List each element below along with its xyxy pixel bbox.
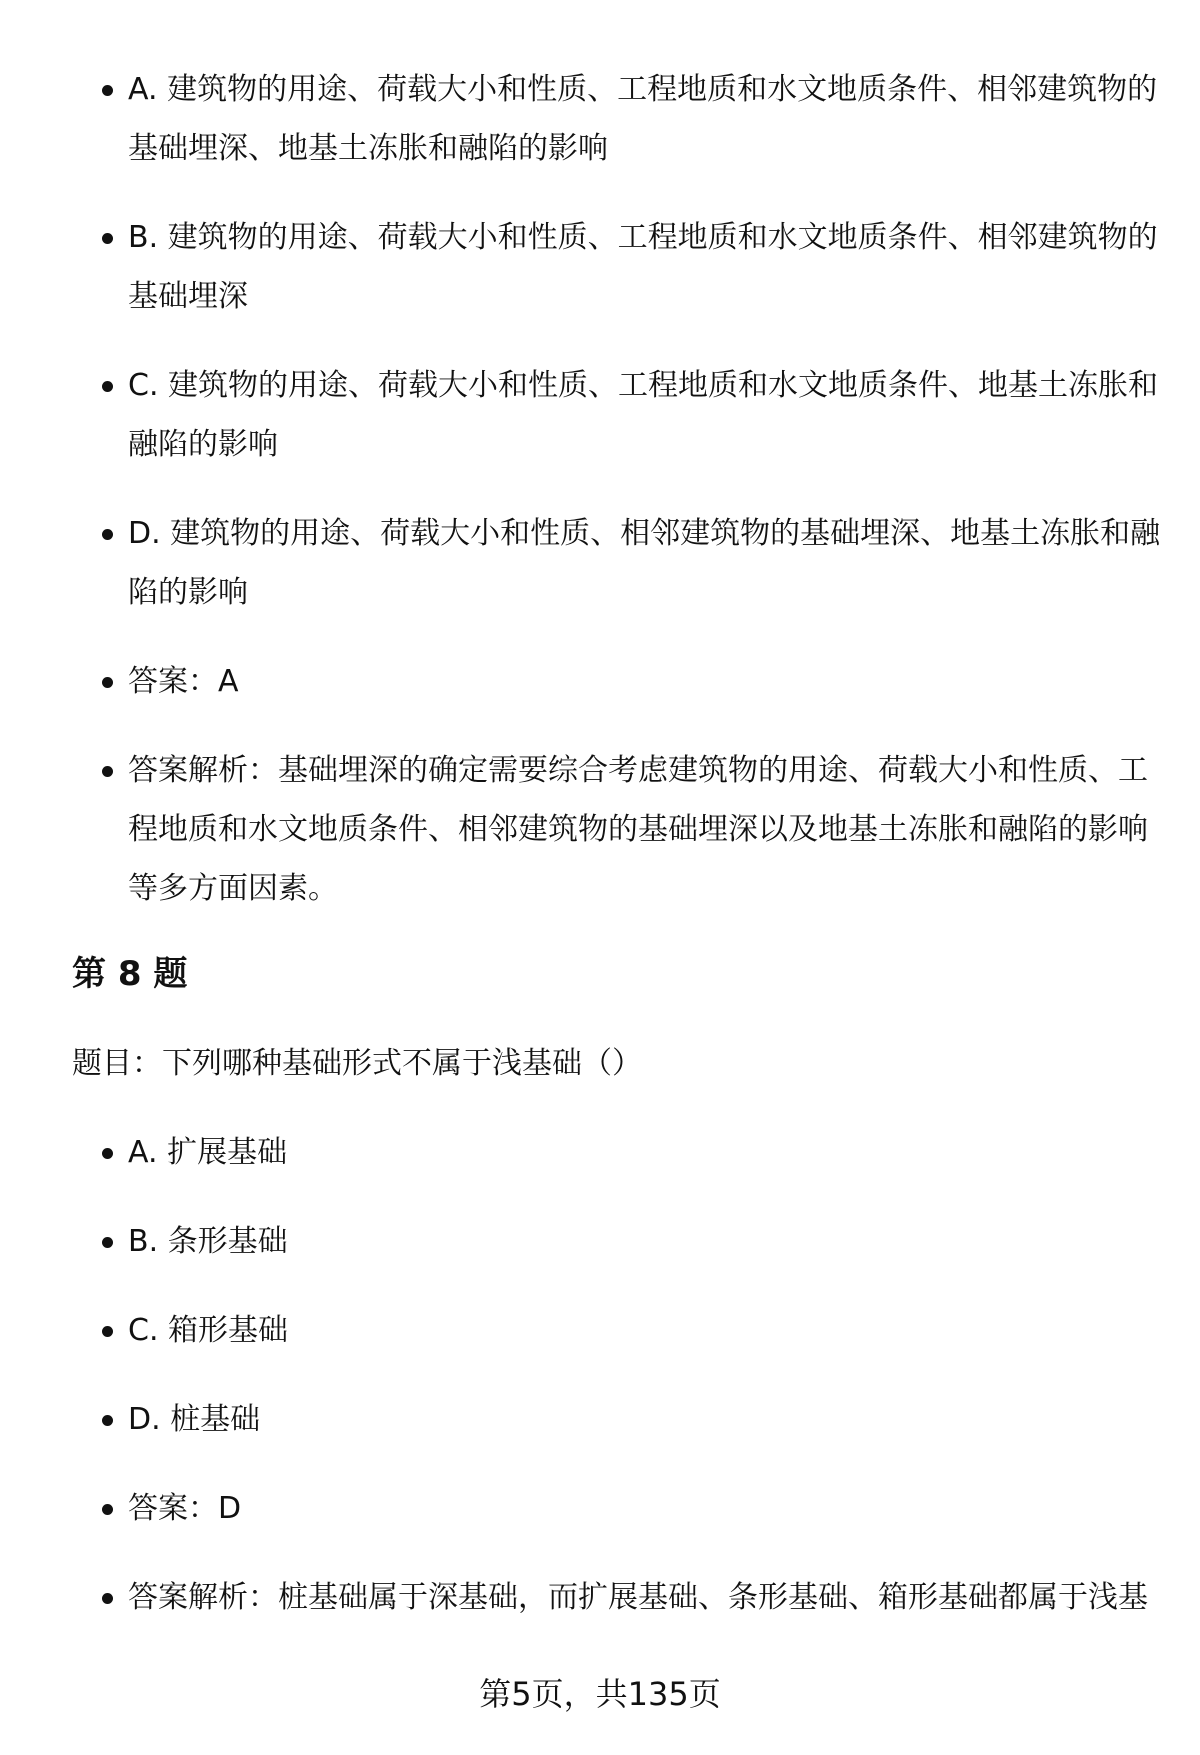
q8-option-c: C. 箱形基础 — [72, 1301, 1174, 1360]
q8-answer: 答案：D — [72, 1479, 1174, 1538]
q8-option-b: B. 条形基础 — [72, 1212, 1174, 1271]
document-body — [72, 60, 1161, 1657]
q7-analysis: 答案解析：基础埋深的确定需要综合考虑建筑物的用途、荷载大小和性质、工程地质和水文地质条件、相邻建筑物的基础埋深以及地基土冻胀和融陷的影响等多方面因素。 — [72, 741, 1174, 918]
q7-answer: 答案：A — [72, 652, 1174, 711]
q8-option-list — [72, 1123, 1152, 1627]
q8-question: 题目：下列哪种基础形式不属于浅基础（） — [72, 1046, 642, 1081]
q8-option-a: A. 扩展基础 — [72, 1123, 1174, 1182]
q7-option-b: B. 建筑物的用途、荷载大小和性质、工程地质和水文地质条件、相邻建筑物的基础埋深 — [72, 208, 1174, 326]
q7-option-a: A. 建筑物的用途、荷载大小和性质、工程地质和水文地质条件、相邻建筑物的基础埋深、地基土冻胀和融陷的影响 — [72, 60, 1174, 178]
q7-option-d: D. 建筑物的用途、荷载大小和性质、相邻建筑物的基础埋深、地基土冻胀和融陷的影响 — [72, 504, 1174, 622]
q7-option-c: C. 建筑物的用途、荷载大小和性质、工程地质和水文地质条件、地基土冻胀和融陷的影响 — [72, 356, 1174, 474]
q8-heading: 第 8 题 — [72, 954, 188, 994]
q8-option-d: D. 桩基础 — [72, 1390, 1174, 1449]
q7-option-list — [72, 60, 1161, 918]
q8-analysis: 答案解析：桩基础属于深基础，而扩展基础、条形基础、箱形基础都属于浅基 — [72, 1568, 1174, 1627]
page-number-footer: 第5页，共135页 — [479, 1675, 721, 1713]
